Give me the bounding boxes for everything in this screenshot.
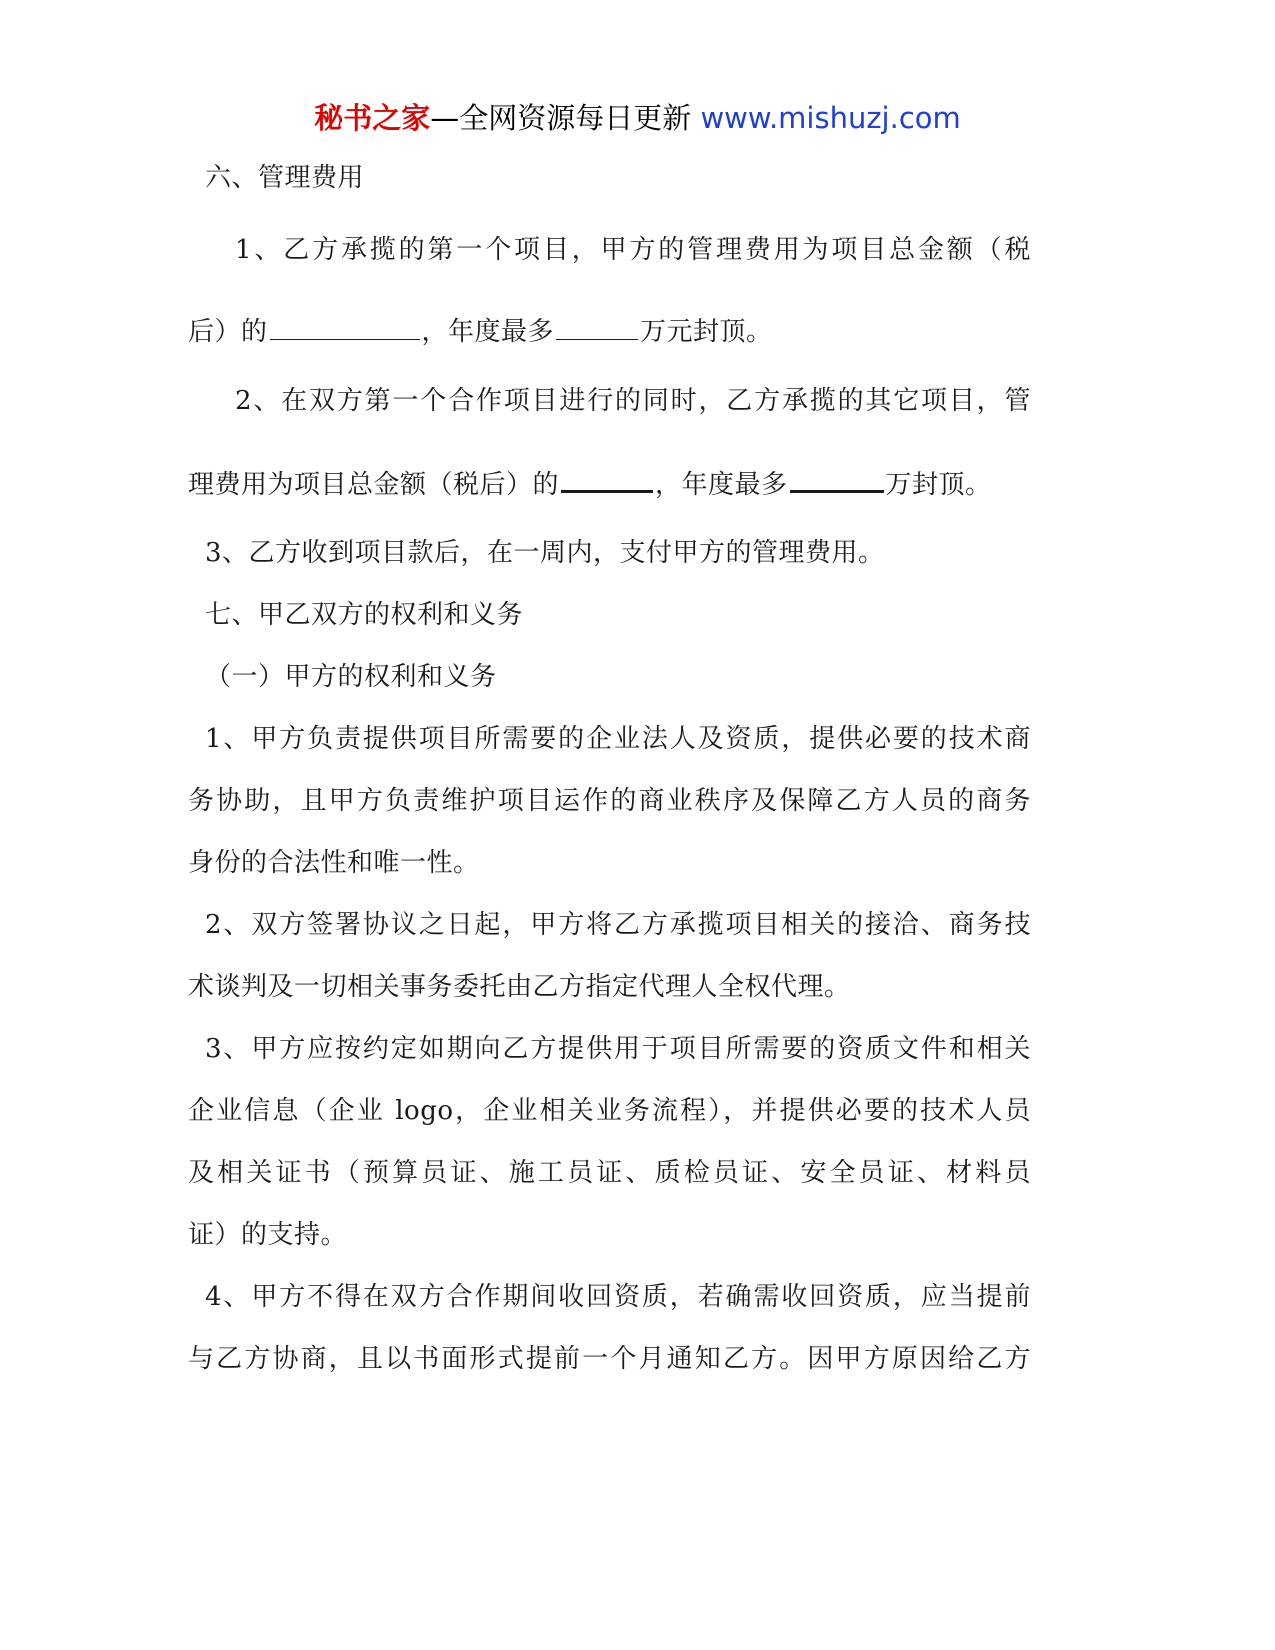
duty-4-line-2: 与乙方协商，且以书面形式提前一个月通知乙方。因甲方原因给乙方 [188,1344,1031,1374]
duty-2-line-1: 2、双方签署协议之日起，甲方将乙方承揽项目相关的接洽、商务技 [205,910,1031,940]
duty-1-line-3: 身份的合法性和唯一性。 [188,848,480,878]
site-slogan: —全网资源每日更新 [430,101,692,135]
duty-3-line-1: 3、甲方应按约定如期向乙方提供用于项目所需要的资质文件和相关 [205,1034,1031,1064]
clause-3: 3、乙方收到项目款后，在一周内，支付甲方的管理费用。 [205,538,885,568]
site-url-link[interactable]: www.mishuzj.com [700,101,961,135]
subsection-1-title: （一）甲方的权利和义务 [205,662,497,692]
clause-1-mid: ，年度最多 [421,317,555,347]
clause-1-pre: 后）的 [188,317,268,347]
duty-3-line-4: 证）的支持。 [188,1220,348,1250]
clause-1-post: 万元封顶。 [640,317,773,347]
duty-4-line-1: 4、甲方不得在双方合作期间收回资质，若确需收回资质，应当提前 [205,1282,1031,1312]
fee-rate-blank-1[interactable] [270,311,420,340]
duty-3-line-3: 及相关证书（预算员证、施工员证、质检员证、安全员证、材料员 [188,1158,1031,1188]
clause-2-pre: 理费用为项目总金额（税后）的 [188,470,560,500]
clause-1-line-2 [188,311,1088,352]
annual-cap-blank-1[interactable] [556,311,638,340]
section-6-title: 六、管理费用 [205,163,365,193]
duty-2-line-2: 术谈判及一切相关事务委托由乙方指定代理人全权代理。 [188,972,851,1002]
duty-1-line-2: 务协助，且甲方负责维护项目运作的商业秩序及保障乙方人员的商务 [188,786,1031,816]
duty-1-line-1: 1、甲方负责提供项目所需要的企业法人及资质，提供必要的技术商 [205,724,1031,754]
clause-2-line-1: 2、在双方第一个合作项目进行的同时，乙方承揽的其它项目，管 [235,386,1031,416]
section-7-title: 七、甲乙双方的权利和义务 [205,600,524,630]
site-brand: 秘书之家 [314,101,431,135]
clause-2-post: 万封顶。 [885,470,992,500]
duty-3-line-2: 企业信息（企业 logo，企业相关业务流程），并提供必要的技术人员 [188,1096,1031,1126]
clause-1-line-1: 1、乙方承揽的第一个项目，甲方的管理费用为项目总金额（税 [235,235,1031,265]
fee-rate-blank-2[interactable] [561,462,653,493]
clause-2-mid: ，年度最多 [655,470,788,500]
clause-2-line-2 [188,462,1088,505]
annual-cap-blank-2[interactable] [790,462,884,493]
